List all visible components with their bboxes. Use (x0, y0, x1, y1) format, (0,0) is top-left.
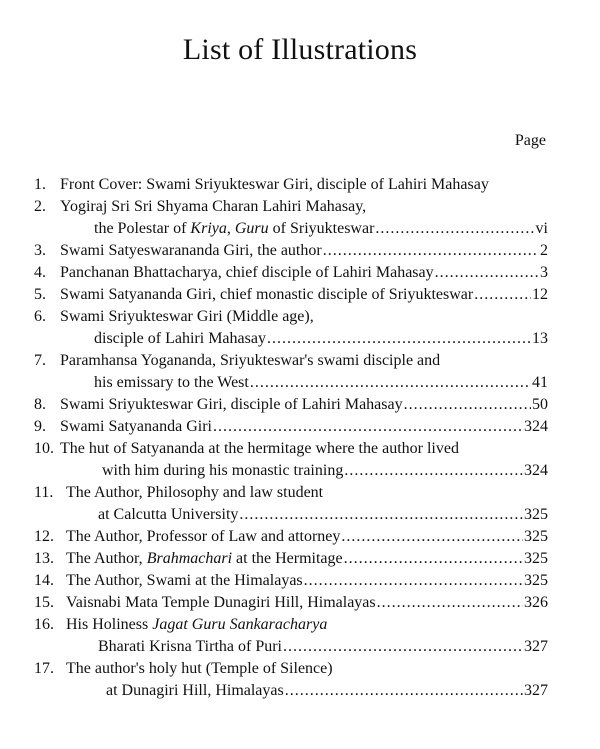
list-item (34, 197, 548, 217)
item-title: Panchanan Bhattacharya, chief disciple of Lahiri Mahasay (60, 264, 434, 281)
list-item (34, 307, 548, 327)
item-page: 325 (524, 506, 548, 523)
item-title-continued: at Calcutta University (98, 506, 239, 523)
item-number: 7. (34, 352, 46, 369)
item-title-continued: with him during his monastic training (102, 462, 344, 479)
item-page: vi (535, 220, 548, 237)
dot-leader (285, 681, 523, 701)
item-page: 50 (532, 396, 548, 413)
list-item-continuation (106, 681, 548, 701)
emphasis-jagat-guru: Jagat Guru Sankaracharya (152, 616, 328, 633)
item-page: 12 (532, 286, 548, 303)
dot-leader (375, 219, 534, 239)
item-page: 326 (524, 594, 548, 611)
dot-leader (404, 395, 531, 415)
item-title-continued: at Dunagiri Hill, Himalayas (106, 682, 284, 699)
item-title-continued: disciple of Lahiri Mahasay (94, 330, 266, 347)
item-title: Yogiraj Sri Sri Shyama Charan Lahiri Mahasay, (60, 198, 367, 215)
item-title: The Author, Philosophy and law student (66, 484, 324, 501)
item-title: Swami Satyananda Giri, chief monastic disciple of Sriyukteswar (60, 286, 474, 303)
list-item (34, 659, 548, 679)
dot-leader (344, 461, 523, 481)
item-number: 11. (34, 484, 54, 501)
dot-leader (239, 505, 523, 525)
dot-leader (304, 571, 523, 591)
item-page: 325 (524, 528, 548, 545)
item-page: 324 (524, 418, 548, 435)
list-item (34, 527, 548, 547)
item-title-continued: his emissary to the West (94, 374, 249, 391)
item-number: 3. (34, 242, 46, 259)
dot-leader (474, 285, 531, 305)
item-title-continued: the Polestar of Kriya, Guru of Sriyukteswar (94, 220, 375, 237)
item-number: 2. (34, 198, 46, 215)
list-item-continuation (94, 373, 548, 393)
item-title: Front Cover: Swami Sriyukteswar Giri, disciple of Lahiri Mahasay (60, 176, 489, 193)
item-number: 1. (34, 176, 46, 193)
list-item (34, 285, 548, 305)
dot-leader (267, 329, 531, 349)
item-page: 325 (524, 572, 548, 589)
item-number: 12. (34, 528, 54, 545)
dot-leader (344, 549, 523, 569)
item-number: 6. (34, 308, 46, 325)
list-item (34, 241, 548, 261)
list-item-continuation (94, 219, 548, 239)
list-item (34, 351, 548, 371)
item-number: 14. (34, 572, 54, 589)
item-page: 3 (540, 264, 548, 281)
item-number: 16. (34, 616, 54, 633)
item-number: 13. (34, 550, 54, 567)
dot-leader (435, 263, 539, 283)
list-item-continuation (98, 505, 548, 525)
item-page: 327 (524, 682, 548, 699)
dot-leader (283, 637, 523, 657)
emphasis-brahmachari: Brahmachari (146, 550, 233, 567)
item-title: The hut of Satyananda at the hermitage where the author lived (60, 440, 459, 457)
list-item (34, 439, 548, 459)
item-page: 41 (532, 374, 548, 391)
item-page: 2 (540, 242, 548, 259)
item-title: Vaisnabi Mata Temple Dunagiri Hill, Himalayas (66, 594, 376, 611)
item-number: 5. (34, 286, 46, 303)
emphasis-text: Guru (234, 220, 269, 237)
page-title: List of Illustrations (182, 33, 418, 66)
item-title: Swami Sriyukteswar Giri, disciple of Lahiri Mahasay (60, 396, 403, 413)
item-title: The Author, Brahmachari at the Hermitage (66, 550, 343, 567)
item-page: 327 (524, 638, 548, 655)
list-item (34, 263, 548, 283)
dot-leader (341, 527, 523, 547)
dot-leader (377, 593, 523, 613)
list-item (34, 615, 548, 635)
list-item-continuation (94, 329, 548, 349)
item-page: 325 (524, 550, 548, 567)
list-item (34, 395, 548, 415)
item-title: Swami Satyeswarananda Giri, the author (60, 242, 322, 259)
list-item (34, 417, 548, 437)
item-title: The Author, Swami at the Himalayas (66, 572, 303, 589)
list-item-continuation (102, 461, 548, 481)
list-item (34, 549, 548, 569)
list-item (34, 593, 548, 613)
list-item (34, 175, 548, 195)
item-number: 8. (34, 396, 46, 413)
list-item-continuation (98, 637, 548, 657)
item-title: The author's holy hut (Temple of Silence) (66, 660, 333, 677)
page-column-header: Page (514, 132, 546, 149)
dot-leader (323, 241, 539, 261)
item-title: Swami Sriyukteswar Giri (Middle age), (60, 308, 314, 325)
item-number: 17. (34, 660, 54, 677)
list-item (34, 571, 548, 591)
item-title: Swami Satyananda Giri (60, 418, 212, 435)
dot-leader (250, 373, 531, 393)
item-title: The Author, Professor of Law and attorney (66, 528, 341, 545)
item-number: 15. (34, 594, 54, 611)
list-item (34, 483, 548, 503)
item-number: 10. (34, 440, 54, 457)
item-page: 324 (524, 462, 548, 479)
item-number: 9. (34, 418, 46, 435)
item-title-continued: Bharati Krisna Tirtha of Puri (98, 638, 282, 655)
item-page: 13 (532, 330, 548, 347)
item-title: Paramhansa Yogananda, Sriyukteswar's swami disciple and (60, 352, 441, 369)
emphasis-text: Kriya (190, 220, 227, 237)
item-number: 4. (34, 264, 46, 281)
item-title: His Holiness Jagat Guru Sankaracharya (66, 616, 328, 633)
dot-leader (213, 417, 523, 437)
